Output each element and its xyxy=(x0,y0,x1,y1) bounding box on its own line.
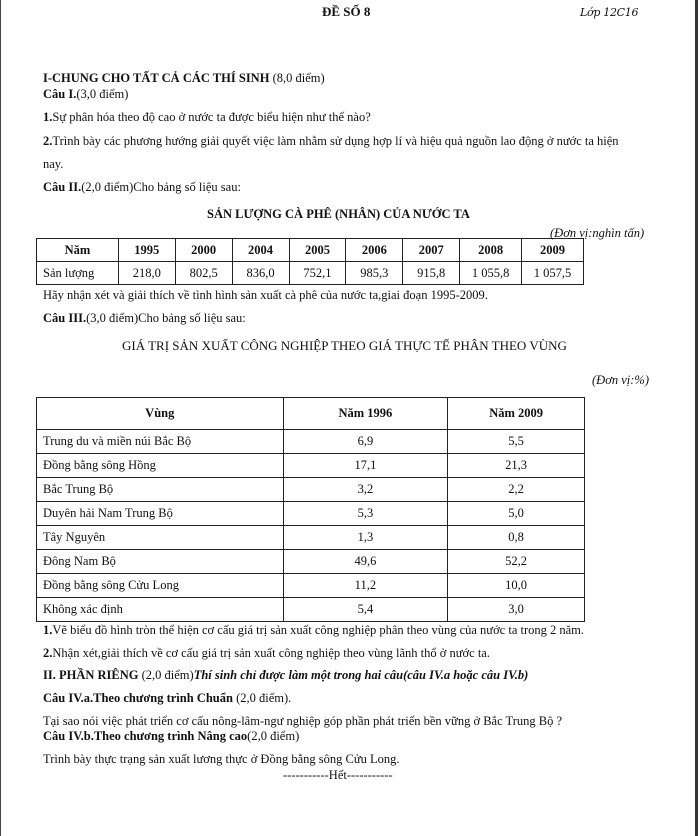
q4b-heading xyxy=(43,729,299,744)
q3-item2-num: 2. xyxy=(43,646,53,660)
table-header-cell: Vùng xyxy=(37,398,284,430)
q1-item2-line1: Trình bày các phương hướng giải quyết việc làm nhằm sử dụng hợp lí và hiệu quả nguồn lao động ở nước ta hiện xyxy=(52,134,619,148)
value-2009-cell: 3,0 xyxy=(448,598,585,622)
value-2009-cell: 21,3 xyxy=(448,454,585,478)
region-cell: Đồng bằng sông Cửu Long xyxy=(37,574,284,598)
table-header-cell: 2005 xyxy=(289,239,346,262)
table-header-cell: 2000 xyxy=(175,239,232,262)
table-header-cell: Năm 1996 xyxy=(283,398,448,430)
q3-item1 xyxy=(43,623,584,638)
region-cell: Duyên hải Nam Trung Bộ xyxy=(37,502,284,526)
q4a-label: Câu IV.a.Theo chương trình Chuẩn xyxy=(43,691,233,705)
part1-heading-points: (8,0 điểm) xyxy=(269,71,325,85)
table-cell: 752,1 xyxy=(289,262,346,285)
coffee-table-header-row xyxy=(37,239,584,262)
q2-heading xyxy=(43,180,241,195)
table-header-cell: 2007 xyxy=(403,239,460,262)
q1-item2-line2: nay. xyxy=(43,157,64,171)
q3-unit: (Đơn vị:%) xyxy=(592,373,649,387)
table-cell: 1 057,5 xyxy=(522,262,584,285)
industry-table-header-row xyxy=(37,398,585,430)
region-cell: Tây Nguyên xyxy=(37,526,284,550)
part2-heading-points: (2,0 điểm) xyxy=(138,668,194,682)
table-row xyxy=(37,550,585,574)
q4a-text: Tại sao nói việc phát triển cơ cấu nông-lâm-ngư nghiệp góp phần phát triển bền vững ở Bắc Trung Bộ ? xyxy=(43,714,563,728)
value-1996-cell: 17,1 xyxy=(283,454,448,478)
q4a-points: (2,0 điểm). xyxy=(232,691,292,705)
q1-item2 xyxy=(43,134,619,149)
q1-heading xyxy=(43,87,128,102)
q1-item1-num: 1. xyxy=(43,110,53,124)
table-header-cell: Năm xyxy=(37,239,119,262)
table-row xyxy=(37,526,585,550)
q1-item2-num: 2. xyxy=(43,134,53,148)
region-cell: Đông Nam Bộ xyxy=(37,550,284,574)
q3-table-title: GIÁ TRỊ SẢN XUẤT CÔNG NGHIỆP THEO GIÁ THỰC TẾ PHÂN THEO VÙNG xyxy=(122,338,567,353)
table-header-cell: 2008 xyxy=(460,239,522,262)
region-cell: Bắc Trung Bộ xyxy=(37,478,284,502)
table-row xyxy=(37,478,585,502)
value-1996-cell: 3,2 xyxy=(283,478,448,502)
table-row xyxy=(37,454,585,478)
q3-item2 xyxy=(43,646,490,661)
table-row xyxy=(37,502,585,526)
value-2009-cell: 0,8 xyxy=(448,526,585,550)
table-cell: 985,3 xyxy=(346,262,403,285)
table-row xyxy=(37,598,585,622)
value-1996-cell: 11,2 xyxy=(283,574,448,598)
q3-heading xyxy=(43,311,246,326)
q3-item1-text: Vẽ biểu đồ hình tròn thể hiện cơ cấu giá trị sản xuất công nghiệp phân theo vùng của nước ta trong 2 năm. xyxy=(52,623,585,637)
q2-table-title: SẢN LƯỢNG CÀ PHÊ (NHÂN) CỦA NƯỚC TA xyxy=(207,207,470,221)
table-row xyxy=(37,574,585,598)
q2-label: Câu II. xyxy=(43,180,82,194)
part2-heading-text: II. PHẦN RIÊNG xyxy=(43,668,139,682)
value-1996-cell: 5,3 xyxy=(283,502,448,526)
q2-unit: (Đơn vị:nghìn tấn) xyxy=(550,226,645,240)
coffee-table xyxy=(36,238,584,285)
value-1996-cell: 1,3 xyxy=(283,526,448,550)
part1-heading-text: I-CHUNG CHO TẤT CẢ CÁC THÍ SINH xyxy=(43,71,270,85)
table-header-cell: 1995 xyxy=(118,239,175,262)
table-header-cell: 2004 xyxy=(232,239,289,262)
region-cell: Trung du và miền núi Bắc Bộ xyxy=(37,430,284,454)
value-1996-cell: 6,9 xyxy=(283,430,448,454)
value-2009-cell: 5,5 xyxy=(448,430,585,454)
value-2009-cell: 2,2 xyxy=(448,478,585,502)
value-2009-cell: 5,0 xyxy=(448,502,585,526)
q4b-label: Câu IV.b.Theo chương trình Nâng cao xyxy=(43,729,248,743)
q4a-heading xyxy=(43,691,291,706)
value-2009-cell: 10,0 xyxy=(448,574,585,598)
table-row xyxy=(37,430,585,454)
value-2009-cell: 52,2 xyxy=(448,550,585,574)
q4b-text: Trình bày thực trạng sản xuất lương thực ở Đồng bằng sông Cửu Long. xyxy=(43,752,400,766)
q1-label: Câu I. xyxy=(43,87,77,101)
q1-points: (3,0 điểm) xyxy=(76,87,129,101)
page-border-right xyxy=(695,0,698,836)
value-1996-cell: 49,6 xyxy=(283,550,448,574)
coffee-table-row xyxy=(37,262,584,285)
table-cell: 218,0 xyxy=(118,262,175,285)
industry-table xyxy=(36,397,585,622)
q3-label: Câu III. xyxy=(43,311,87,325)
q1-item1-text: Sự phân hóa theo độ cao ở nước ta được biểu hiện như thế nào? xyxy=(52,110,371,124)
table-header-cell: 2009 xyxy=(522,239,584,262)
exam-title: ĐỀ SỐ 8 xyxy=(322,4,371,19)
part1-heading xyxy=(43,71,325,86)
q2-task: Hãy nhận xét và giải thích về tình hình sản xuất cà phê của nước ta,giai đoạn 1995-2009. xyxy=(43,288,488,302)
region-cell: Đồng bằng sông Hồng xyxy=(37,454,284,478)
q3-item2-text: Nhận xét,giải thích về cơ cấu giá trị sản xuất công nghiệp theo vùng lãnh thổ ở nước ta. xyxy=(52,646,490,660)
q2-intro: (2,0 điểm)Cho bảng số liệu sau: xyxy=(81,180,241,194)
table-header-cell: Năm 2009 xyxy=(448,398,585,430)
page-border-left xyxy=(0,0,1,836)
q3-item1-num: 1. xyxy=(43,623,53,637)
table-cell: 915,8 xyxy=(403,262,460,285)
handwritten-class-note: Lớp 12C16 xyxy=(580,6,639,19)
q1-item1 xyxy=(43,110,371,125)
table-cell: 1 055,8 xyxy=(460,262,522,285)
value-1996-cell: 5,4 xyxy=(283,598,448,622)
table-cell: 802,5 xyxy=(175,262,232,285)
part2-heading xyxy=(43,668,528,683)
q4b-points: (2,0 điểm) xyxy=(247,729,300,743)
table-cell: Sản lượng xyxy=(37,262,119,285)
table-header-cell: 2006 xyxy=(346,239,403,262)
region-cell: Không xác định xyxy=(37,598,284,622)
end-marker: -----------Hết----------- xyxy=(283,768,393,782)
q3-intro: (3,0 điểm)Cho bảng số liệu sau: xyxy=(86,311,246,325)
part2-heading-note: Thí sinh chỉ được làm một trong hai câu(câu IV.a hoặc câu IV.b) xyxy=(193,668,529,682)
table-cell: 836,0 xyxy=(232,262,289,285)
